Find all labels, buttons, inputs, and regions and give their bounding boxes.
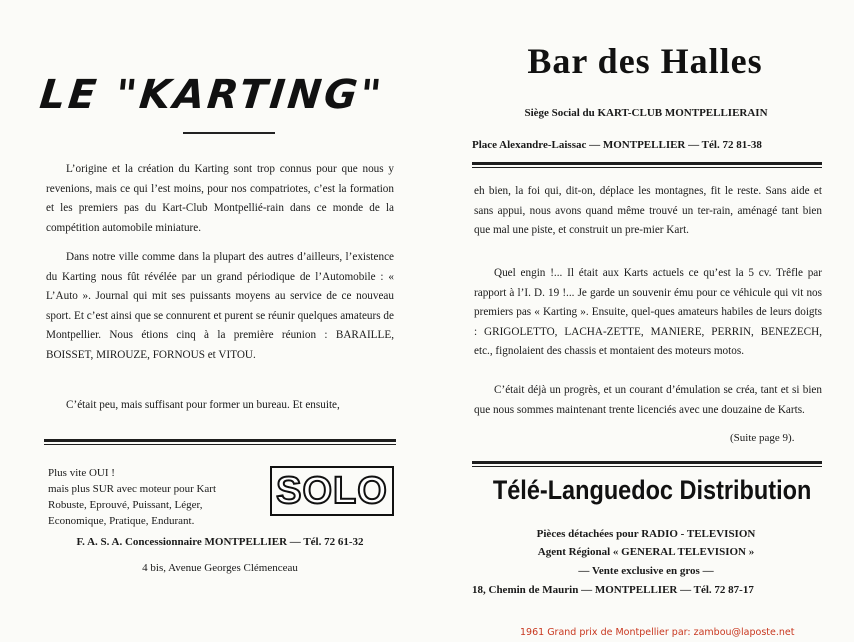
tele-ad-divider [472, 461, 822, 467]
bar-divider [472, 162, 822, 168]
fasa-dealer-line: F. A. S. A. Concessionnaire MONTPELLIER — Tél. 72 61-32 [76, 536, 364, 548]
title-underline [183, 132, 275, 134]
left-ad-divider [44, 439, 396, 445]
credit-footer: 1961 Grand prix de Montpellier par: zambou@laposte.net [520, 627, 795, 638]
solo-ad [48, 465, 268, 529]
solo-ad-line-1: Plus vite OUI ! [48, 467, 115, 479]
left-paragraph-2: Dans notre ville comme dans la plupart des autres d’ailleurs, l’existence du Karting nous fût révélée par un grand périodique de l’Automobile : « L’Auto ». Journal qui mit ses puissants moyens au service de ce nouveau sport. Et c’est ainsi que se connurent et purent se réunir quelques amateurs de Montpellier. Nous étions cinq à la première réunion : BARAILLE, BOISSET, MIROUZE, FORNOUS et VITOU. [46, 251, 394, 361]
tele-line-2: Agent Régional « GENERAL TELEVISION » [537, 546, 755, 558]
solo-ad-line-3: Robuste, Eprouvé, Puissant, Léger, [48, 499, 203, 511]
suite-note: (Suite page 9). [730, 432, 795, 444]
right-paragraph-3: C’était déjà un progrès, et un courant d’émulation se créa, tant et si bien que nous sommes maintenant trente licenciés avec une douzaine de Karts. [474, 384, 822, 416]
tele-line-3: — Vente exclusive en gros — [578, 565, 714, 577]
tele-address: 18, Chemin de Maurin — MONTPELLIER — Tél. 72 87-17 [472, 584, 754, 596]
tele-line-1: Pièces détachées pour RADIO - TELEVISION [536, 528, 756, 540]
right-paragraph-2: Quel engin !... Il était aux Karts actuels ce qu’est la 5 cv. Trêfle par rapport à l’I. D. 19 !... Je garde un souvenir ému pour ce véhicule qui vit nos premiers pas « Karting ». Ensuite, quel-ques amateurs habiles de leurs doigts : GRIGOLETTO, LACHA-ZETTE, MANIERE, PERRIN, BENEZECH, etc., fignolaient des chassis et montaient des moteurs motos. [474, 267, 822, 357]
solo-ad-line-4: Economique, Pratique, Endurant. [48, 515, 195, 527]
left-paragraph-3: C’était peu, mais suffisant pour former un bureau. Et ensuite, [66, 399, 340, 411]
bar-des-halles-title: Bar des Halles [527, 41, 763, 81]
left-paragraph-1: L’origine et la création du Karting sont trop connus pour que nous y revenions, mais ce qui l’est moins, pour nos compatriotes, c’est la formation et les premiers pas du Kart-Club Montpellié-rain dans ce monde de la compétition automobile miniature. [46, 163, 394, 234]
fasa-address: 4 bis, Avenue Georges Clémenceau [142, 562, 298, 574]
solo-logo: SOLO [276, 469, 388, 512]
tele-languedoc-title: Télé-Languedoc Distribution [492, 475, 812, 505]
bar-address: Place Alexandre-Laissac — MONTPELLIER — Tél. 72 81-38 [472, 139, 762, 151]
solo-ad-line-2: mais plus SUR avec moteur pour Kart [48, 483, 217, 495]
bar-subtitle: Siège Social du KART-CLUB MONTPELLIERAIN [524, 107, 768, 119]
karting-title: LE "KARTING" [37, 72, 387, 118]
right-paragraph-1: eh bien, la foi qui, dit-on, déplace les montagnes, fit le reste. Sans aide et sans appui, nous avons quand même trouvé un ter-rain, aménagé tant bien que mal une piste, et construit un pre-mier Kart. [474, 185, 822, 236]
solo-logo-box [270, 466, 394, 516]
